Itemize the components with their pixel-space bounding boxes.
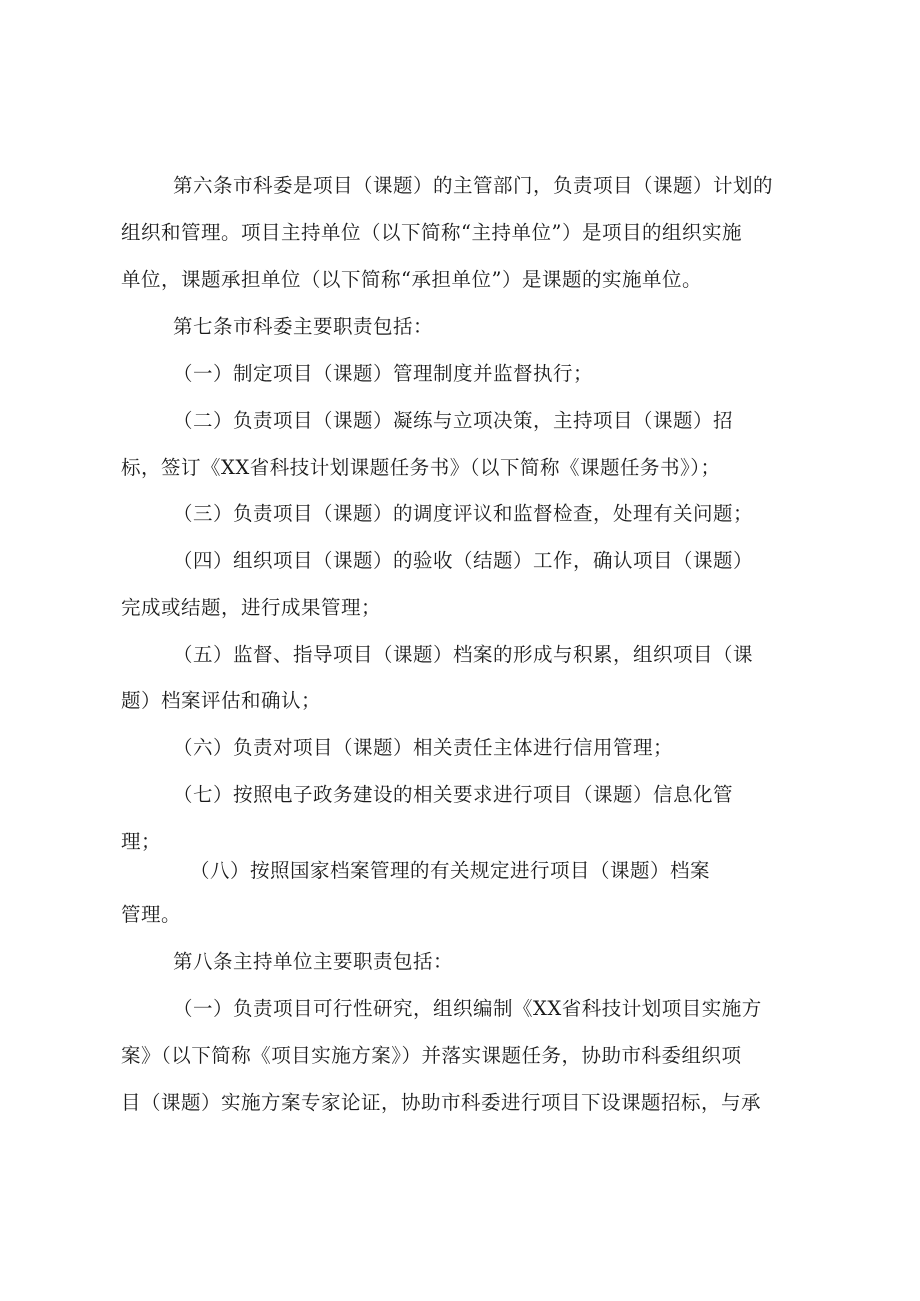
text-line: （七）按照电子政务建设的相关要求进行项目（课题）信息化管 bbox=[173, 783, 734, 806]
text-line: 组织和管理。项目主持单位（以下简称“主持单位”）是项目的组织实施 bbox=[121, 221, 742, 244]
text-line: （六）负责对项目（课题）相关责任主体进行信用管理； bbox=[173, 736, 674, 759]
text-line: 第八条主持单位主要职责包括： bbox=[173, 950, 454, 973]
text-line: 第七条市科委主要职责包括： bbox=[173, 315, 434, 338]
text-line: （四）组织项目（课题）的验收（结题）工作，确认项目（课题） bbox=[173, 549, 754, 572]
text-line: （五）监督、指导项目（课题）档案的形成与积累，组织项目（课 bbox=[173, 643, 754, 666]
text-line: 标，签订《XX省科技计划课题任务书》（以下简称《课题任务书》）； bbox=[121, 456, 721, 479]
text-line: 管理。 bbox=[121, 903, 182, 926]
text-line: 单位，课题承担单位（以下简称“承担单位”）是课题的实施单位。 bbox=[121, 268, 702, 291]
text-line: 目（课题）实施方案专家论证，协助市科委进行项目下设课题招标，与承 bbox=[121, 1091, 762, 1114]
text-line: 理； bbox=[121, 830, 162, 853]
text-line: （八）按照国家档案管理的有关规定进行项目（课题）档案 bbox=[190, 859, 711, 882]
text-line: 第六条市科委是项目（课题）的主管部门，负责项目（课题）计划的 bbox=[173, 174, 774, 197]
text-line: （一）制定项目（课题）管理制度并监督执行； bbox=[173, 362, 594, 385]
text-line: 题）档案评估和确认； bbox=[121, 689, 322, 712]
text-line: 案》（以下简称《项目实施方案》）并落实课题任务，协助市科委组织项 bbox=[121, 1044, 742, 1067]
text-line: （三）负责项目（课题）的调度评议和监督检查，处理有关问题； bbox=[173, 502, 754, 525]
text-line: （二）负责项目（课题）凝练与立项决策，主持项目（课题）招 bbox=[173, 409, 734, 432]
text-line: 完成或结题，进行成果管理； bbox=[121, 596, 382, 619]
text-line: （一）负责项目可行性研究，组织编制《XX省科技计划项目实施方 bbox=[173, 997, 762, 1020]
